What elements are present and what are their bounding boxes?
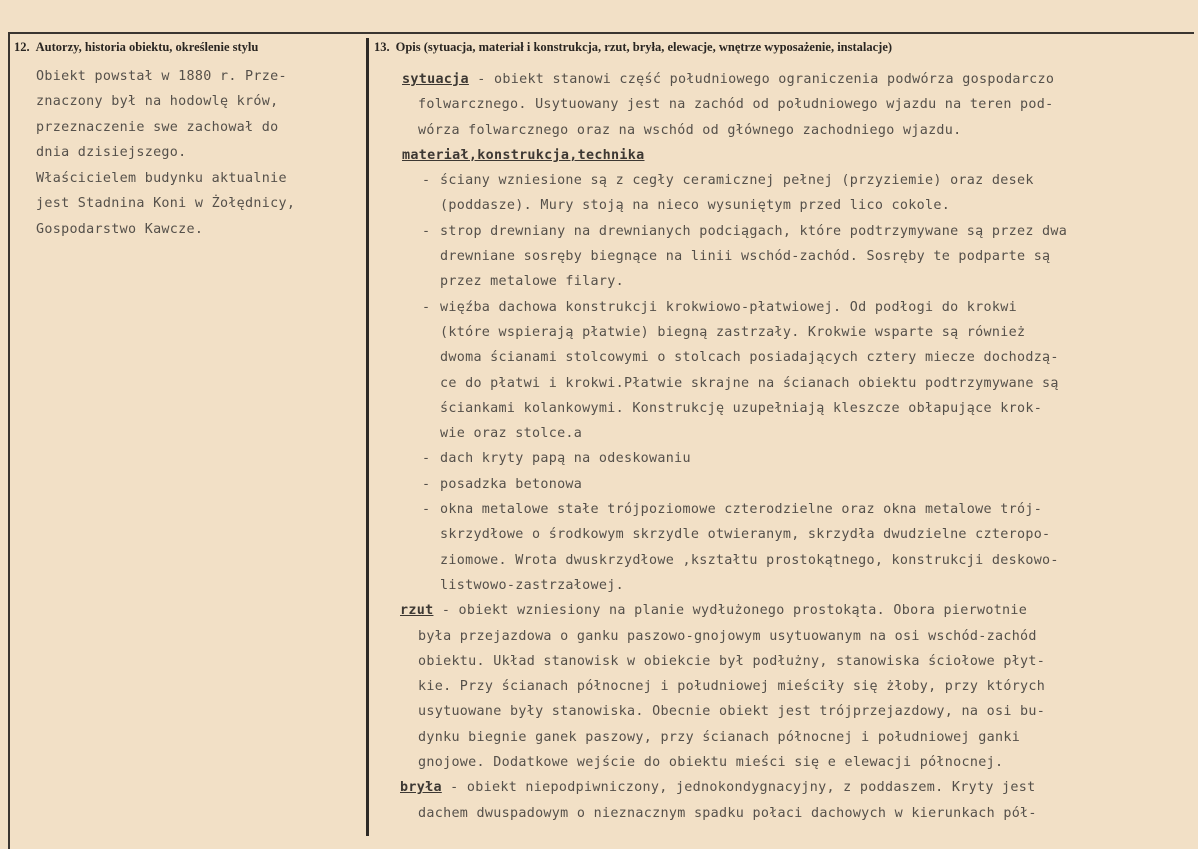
material-item-line: (poddasze). Mury stoją na nieco wysuniętym przed lico cokole. xyxy=(440,198,951,214)
sytuacja-label: sytuacja xyxy=(402,72,469,87)
section-13-title: Opis (sytuacja, materiał i konstrukcja, rzut, bryła, elewacje, wnętrze wyposażenie, instalacje) xyxy=(395,40,893,54)
description-text xyxy=(400,67,1198,826)
material-item-line: wie oraz stolce.a xyxy=(440,426,583,442)
form-frame-left xyxy=(8,32,10,849)
rzut-line: była przejazdowa o ganku paszowo-gnojowym usytuowanym na osi wschód-zachód xyxy=(418,628,1037,644)
history-paragraph xyxy=(36,64,356,165)
section-13-number: 13. xyxy=(374,40,390,54)
bullet-dash: - xyxy=(422,299,431,315)
history-line: znaczony był na hodowlę krów, xyxy=(36,94,279,110)
material-item-text: posadzka betonowa xyxy=(440,476,583,492)
bullet-dash: - xyxy=(422,451,431,467)
bryla-line: dachem dwuspadowym o nieznacznym spadku połaci dachowych w kierunkach pół- xyxy=(418,805,1037,821)
material-item-line: skrzydłowe o środkowym skrzydle otwieranym, skrzydła dwudzielne czteropo- xyxy=(440,527,1051,543)
material-item-text: strop drewniany na drewnianych podciągach, które podtrzymywane są przez dwa xyxy=(440,223,1068,239)
sytuacja-line xyxy=(400,67,1198,92)
form-frame-top xyxy=(8,32,1194,34)
section-12-number: 12. xyxy=(14,40,30,54)
material-item-text: ściany wzniesione są z cegły ceramicznej pełnej (przyziemie) oraz desek xyxy=(440,173,1034,189)
material-label: materiał,konstrukcja,technika xyxy=(402,147,645,163)
material-item xyxy=(400,219,1198,244)
material-item-line: (które wspierają płatwie) biegną zastrzały. Krokwie wsparte są również xyxy=(440,324,1026,340)
sytuacja-line: folwarcznego. Usytuowany jest na zachód od południowego wjazdu na teren pod- xyxy=(418,97,1054,113)
material-item-line: dwoma ścianami stolcowymi o stolcach posiadających cztery miecze dochodzą- xyxy=(440,350,1059,366)
column-divider xyxy=(366,38,369,836)
section-12-header xyxy=(14,40,258,55)
material-item-text: dach kryty papą na odeskowaniu xyxy=(440,451,691,467)
material-item-line: ziomowe. Wrota dwuskrzydłowe ,kształtu prostokątnego, konstrukcji deskowo- xyxy=(440,552,1059,568)
sytuacja-text: - obiekt stanowi część południowego ograniczenia podwórza gospodarczo xyxy=(468,72,1055,87)
material-item-line: drewniane sosręby biegnące na linii wschód-zachód. Sosręby te podparte są xyxy=(440,249,1051,265)
material-item-line: ściankami kolankowymi. Konstrukcję uzupełniają kleszcze obłapujące krok- xyxy=(440,400,1043,416)
material-item-text: więźba dachowa konstrukcji krokwiowo-płatwiowej. Od podłogi do krokwi xyxy=(440,299,1017,315)
history-line: przeznaczenie swe zachował do xyxy=(36,119,279,135)
rzut-line: kie. Przy ścianach północnej i południowej mieściły się żłoby, przy których xyxy=(418,679,1046,695)
bryla-line xyxy=(400,775,1198,800)
rzut-text: - obiekt wzniesiony na planie wydłużonego prostokąta. Obora pierwotnie xyxy=(433,603,1028,619)
sytuacja-line: wórza folwarcznego oraz na wschód od głównego zachodniego wjazdu. xyxy=(418,122,962,138)
material-item-line: ce do płatwi i krokwi.Płatwie skrajne na ścianach obiektu podtrzymywane są xyxy=(440,375,1059,391)
owner-line: Właścicielem budynku aktualnie xyxy=(36,171,287,187)
rzut-line: obiektu. Układ stanowisk w obiekcie był podłużny, stanowiska ściołowe płyt- xyxy=(418,653,1046,669)
bryla-label: bryła xyxy=(400,780,442,796)
bullet-dash: - xyxy=(422,223,431,239)
rzut-line: dynku biegnie ganek paszowy, przy ścianach północnej i południowej ganki xyxy=(418,729,1021,745)
material-item xyxy=(400,446,1198,471)
material-item xyxy=(400,472,1198,497)
section-13-header xyxy=(374,40,892,55)
rzut-line xyxy=(400,598,1198,623)
owner-line: jest Stadnina Koni w Żołędnicy, xyxy=(36,196,296,212)
history-text xyxy=(36,64,356,243)
rzut-line: gnojowe. Dodatkowe wejście do obiektu mieści się e elewacji północnej. xyxy=(418,755,1004,771)
section-12-title: Autorzy, historia obiektu, określenie stylu xyxy=(35,40,259,54)
bullet-dash: - xyxy=(422,502,431,518)
material-heading xyxy=(400,143,1198,168)
material-item-line: listwowo-zastrzałowej. xyxy=(440,577,624,593)
rzut-label: rzut xyxy=(400,603,434,619)
material-item xyxy=(400,168,1198,193)
rzut-line: usytuowane były stanowiska. Obecnie obiekt jest trójprzejazdowy, na osi bu- xyxy=(418,704,1046,720)
owner-line: Gospodarstwo Kawcze. xyxy=(36,221,204,237)
bryla-text: - obiekt niepodpiwniczony, jednokondygnacyjny, z poddaszem. Kryty jest xyxy=(441,780,1036,796)
history-line: Obiekt powstał w 1880 r. Prze- xyxy=(36,69,287,84)
history-line: dnia dzisiejszego. xyxy=(36,144,187,160)
material-item xyxy=(400,295,1198,320)
material-item-text: okna metalowe stałe trójpoziomowe czterodzielne oraz okna metalowe trój- xyxy=(440,502,1043,518)
material-item-line: przez metalowe filary. xyxy=(440,274,624,290)
owner-paragraph xyxy=(36,166,356,242)
bullet-dash: - xyxy=(422,476,431,492)
bullet-dash: - xyxy=(422,173,431,189)
material-item xyxy=(400,497,1198,522)
